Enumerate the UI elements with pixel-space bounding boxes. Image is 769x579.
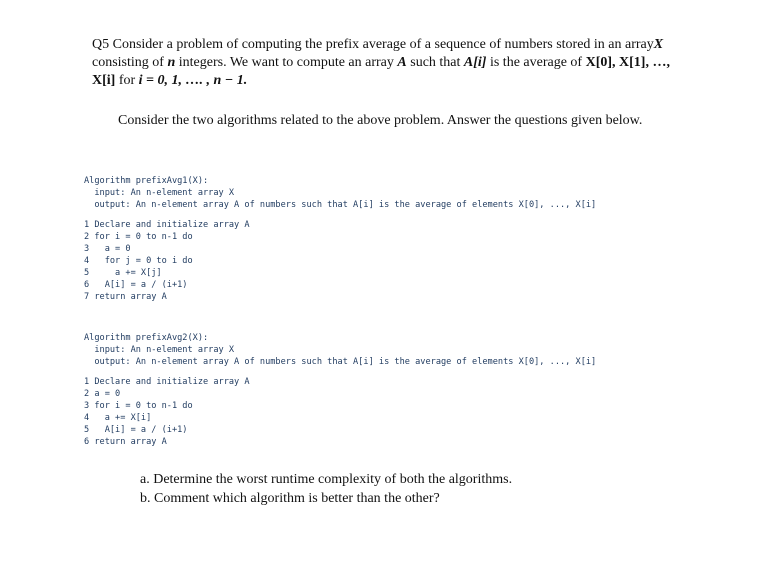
instruction-paragraph [92, 112, 692, 130]
code-line: 6 return array A [84, 437, 167, 447]
algorithm-1-code [84, 175, 596, 303]
code-line: 3 for i = 0 to n-1 do [84, 401, 193, 411]
question-paragraph [92, 36, 692, 90]
code-line [84, 211, 596, 219]
question-text-3: integers. We want to compute an array [175, 55, 398, 70]
algorithm-2-code [84, 332, 596, 448]
var-x: X [653, 37, 664, 52]
sequence: X[0], X[1], …, X[i] [92, 55, 670, 88]
question-text-6: for [115, 73, 139, 88]
question-text-1: Consider a problem of computing the prefix average of a sequence of numbers stored in an array [112, 37, 654, 52]
code-line: 2 for i = 0 to n-1 do [84, 232, 193, 242]
code-line: input: An n-element array X [84, 345, 235, 355]
code-line: output: An n-element array A of numbers such that A[i] is the average of elements X[0], ..., X[i] [84, 200, 597, 210]
question-number: Q5 [92, 37, 110, 52]
code-line: 5 a += X[j] [84, 268, 162, 278]
code-line [84, 368, 596, 376]
question-text-4: such that [406, 55, 464, 70]
subquestion-a: a. Determine the worst runtime complexity of both the algorithms. [140, 472, 513, 487]
code-line: 5 A[i] = a / (i+1) [84, 425, 188, 435]
subquestion-b: b. Comment which algorithm is better than the other? [140, 491, 440, 506]
code-line: Algorithm prefixAvg1(X): [84, 176, 209, 186]
subquestions [140, 470, 512, 508]
i-range: i = 0, 1, …. , n − 1. [138, 73, 248, 88]
question-text-5: is the average of [486, 55, 586, 70]
a-i: A[i] [463, 55, 487, 70]
code-line: output: An n-element array A of numbers such that A[i] is the average of elements X[0], ..., X[i] [84, 357, 597, 367]
var-a: A [397, 55, 407, 70]
var-n: n [167, 55, 176, 70]
code-line: 6 A[i] = a / (i+1) [84, 280, 188, 290]
code-line: 7 return array A [84, 292, 167, 302]
code-line: input: An n-element array X [84, 188, 235, 198]
code-line: 4 a += X[i] [84, 413, 152, 423]
code-line: 4 for j = 0 to i do [84, 256, 193, 266]
code-line: 3 a = 0 [84, 244, 131, 254]
code-line: 1 Declare and initialize array A [84, 220, 250, 230]
code-line: 1 Declare and initialize array A [84, 377, 250, 387]
instruction-text: Consider the two algorithms related to the above problem. Answer the questions given below. [118, 113, 643, 128]
question-text-2: consisting of [92, 55, 168, 70]
code-line: Algorithm prefixAvg2(X): [84, 333, 209, 343]
code-line: 2 a = 0 [84, 389, 121, 399]
